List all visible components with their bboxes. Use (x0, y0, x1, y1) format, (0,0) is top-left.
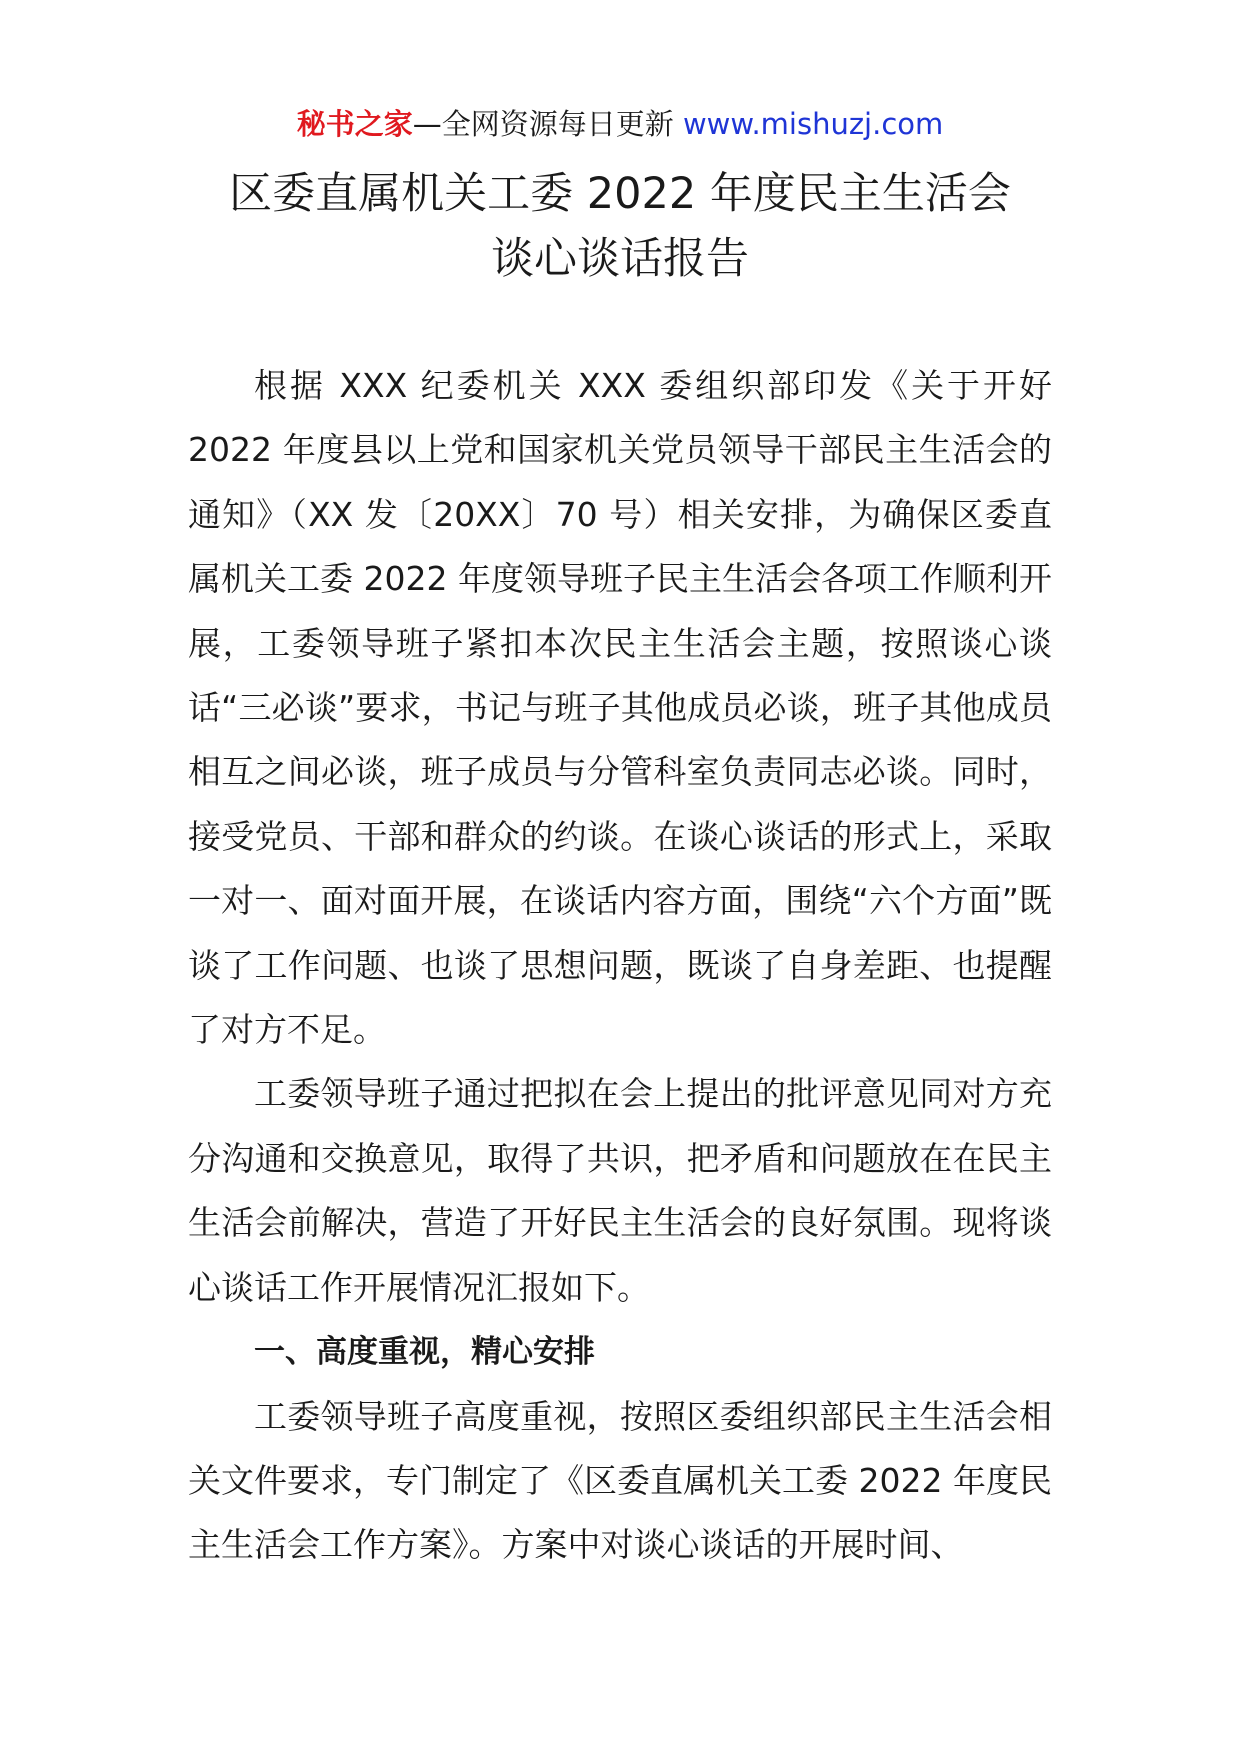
header-tagline: —全网资源每日更新 (412, 107, 674, 141)
brand-name: 秘书之家 (296, 107, 413, 141)
body-paragraph-2: 工委领导班子通过把拟在会上提出的批评意见同对方充分沟通和交换意见，取得了共识，把矛盾和问题放在在民主生活会前解决，营造了开好民主生活会的良好氛围。现将谈心谈话工作开展情况汇报如下。 (188, 1074, 1052, 1307)
section-heading-1: 一、高度重视，精心安排 (254, 1334, 595, 1371)
body-paragraph-1: 根据 XXX 纪委机关 XXX 委组织部印发《关于开好 2022 年度县以上党和国家机关党员领导干部民主生活会的通知》（XX 发〔20XX〕70 号）相关安排，为确保区委直属机关工委 2022 年度领导班子民主生活会各项工作顺利开展，工委领导班子紧扣本次民主生活会主题，按照谈心谈话“三必谈”要求，书记与班子其他成员必谈，班子其他成员相互之间必谈，班子成员与分管科室负责同志必谈。同时，接受党员、干部和群众的约谈。在谈心谈话的形式上，采取一对一、面对面开展，在谈话内容方面，围绕“六个方面”既谈了工作问题、也谈了思想问题，既谈了自身差距、也提醒了对方不足。 (188, 366, 1052, 1050)
document-title-line-1: 区委直属机关工委 2022 年度民主生活会 (229, 169, 1011, 219)
section-1-paragraph: 工委领导班子高度重视，按照区委组织部民主生活会相关文件要求，专门制定了《区委直属机关工委 2022 年度民主生活会工作方案》。方案中对谈心谈话的开展时间、 (188, 1396, 1052, 1565)
site-url-link[interactable]: www.mishuzj.com (682, 107, 944, 141)
header-banner (0, 104, 1240, 144)
document-body (188, 354, 1052, 1578)
document-title-line-2: 谈心谈话报告 (491, 234, 749, 284)
